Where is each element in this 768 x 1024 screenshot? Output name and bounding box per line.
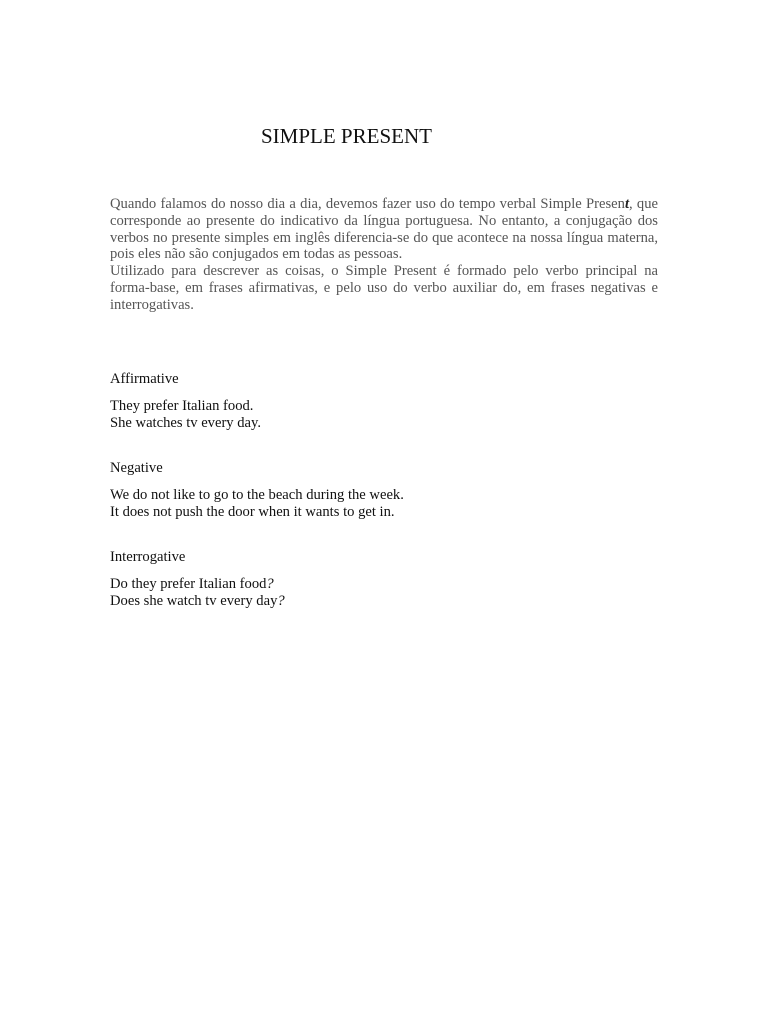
example-affirmative-1: They prefer Italian food.: [110, 398, 254, 414]
question-mark: ?: [266, 576, 274, 592]
example-affirmative-2: She watches tv every day.: [110, 415, 262, 431]
intro-paragraph-1: [110, 196, 658, 263]
intro-p1-before: Quando falamos do nosso dia a dia, devemos fazer uso do tempo verbal Simple Presen: [110, 196, 625, 212]
example-negative-2: It does not push the door when it wants to get in.: [110, 504, 395, 520]
intro-p1-after: , que corresponde ao presente do indicativo da língua portuguesa. No entanto, a conjugação dos verbos no presente simples em inglês diferencia-se do que acontece na nossa língua materna, pois eles não são conjugados em todas as pessoas.: [110, 196, 658, 263]
intro-paragraph-2: Utilizado para descrever as coisas, o Simple Present é formado pelo verbo principal na forma-base, em frases afirmativas, e pelo uso do verbo auxiliar do, em frases negativas e interrogativas.: [110, 263, 658, 313]
section-label-affirmative: Affirmative: [110, 371, 179, 387]
example-negative-1: We do not like to go to the beach during the week.: [110, 487, 404, 503]
intro-text: [110, 196, 658, 314]
page-title: SIMPLE PRESENT: [261, 124, 432, 148]
question-mark: ?: [277, 593, 285, 609]
example-interrogative-1: [110, 576, 274, 593]
example-interrogative-2-text: Does she watch tv every day: [110, 593, 278, 609]
section-label-negative: Negative: [110, 460, 163, 476]
section-label-interrogative: Interrogative: [110, 549, 186, 565]
intro-p1-emphasis: t: [624, 196, 629, 212]
example-interrogative-1-text: Do they prefer Italian food: [110, 576, 267, 592]
example-interrogative-2: [110, 593, 285, 610]
